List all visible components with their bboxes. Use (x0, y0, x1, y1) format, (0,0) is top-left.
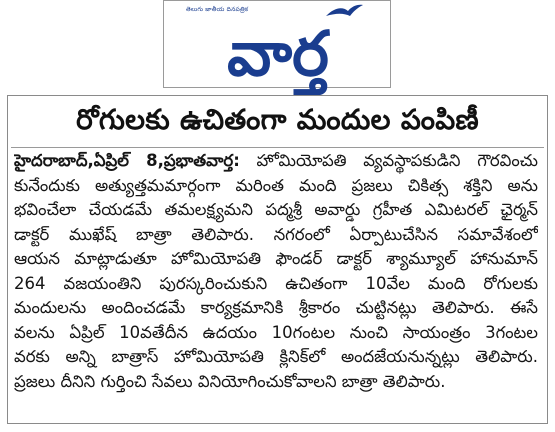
article-line: వరకు అన్ని బాత్రాస్ హోమియోపతి క్లినిక్‌లో అందజేయనున్నట్లు తెలిపారు. (14, 347, 538, 366)
article-body (14, 149, 538, 394)
article-line-text: హోమియోపతి వ్యవస్థాపకుడిని గౌరవించు (239, 151, 538, 170)
article-line: కునేందుకు అత్యుత్తమమార్గంగా మరింత మంది ప్రజలు చికిత్స శక్తిని అను (14, 175, 538, 195)
article-line: 264 వజయంతిని పురస్కరించుకుని ఉచితంగా 10వేల మంది రోగులకు (14, 273, 538, 293)
article-line (14, 149, 538, 174)
news-article (7, 95, 548, 424)
article-line: వలను ఏప్రిల్ 10వతేదీన ఉదయం 10గంటల నుంచి సాయంత్రం 3గంటల (14, 322, 538, 342)
article-line: డాక్టర్ ముఖేష్ బాత్రా తెలిపారు. నగరంలో ఏర్పాటుచేసిన సమావేశంలో (14, 224, 538, 244)
article-dateline: హైదరాబాద్,ఏప్రిల్ 8,ప్రభాతవార్త: (14, 151, 240, 170)
newspaper-masthead (163, 0, 391, 88)
article-line: మందులను అందించడమే కార్యక్రమానికి శ్రీకారం చుట్టినట్లు తెలిపారు. ఈసే (14, 298, 538, 317)
article-line: ప్రజలు దీనిని గుర్తించి సేవలు వినియోగించుకోవాలని బాత్రా తెలిపారు. (14, 371, 446, 391)
logo-text: వార్త (227, 17, 329, 90)
headline-divider (11, 147, 544, 148)
article-line: భవించేలా చేయడమే తమలక్ష్యమని పద్మశ్రీ అవార్డు గ్రహీత ఎమిటరల్ ఛైర్మన్ (14, 200, 538, 219)
vaartha-logo (172, 17, 384, 90)
masthead-tagline: తెలుగు జాతీయ దినపత్రిక (186, 6, 249, 13)
article-headline: రోగులకు ఉచితంగా మందుల పంపిణీ (76, 103, 479, 136)
article-line: ఆయన మాట్లాడుతూ హోమియోపతి ఫౌండర్ డాక్టర్ శ్యామ్యూల్ హానుమాన్ (14, 249, 538, 268)
